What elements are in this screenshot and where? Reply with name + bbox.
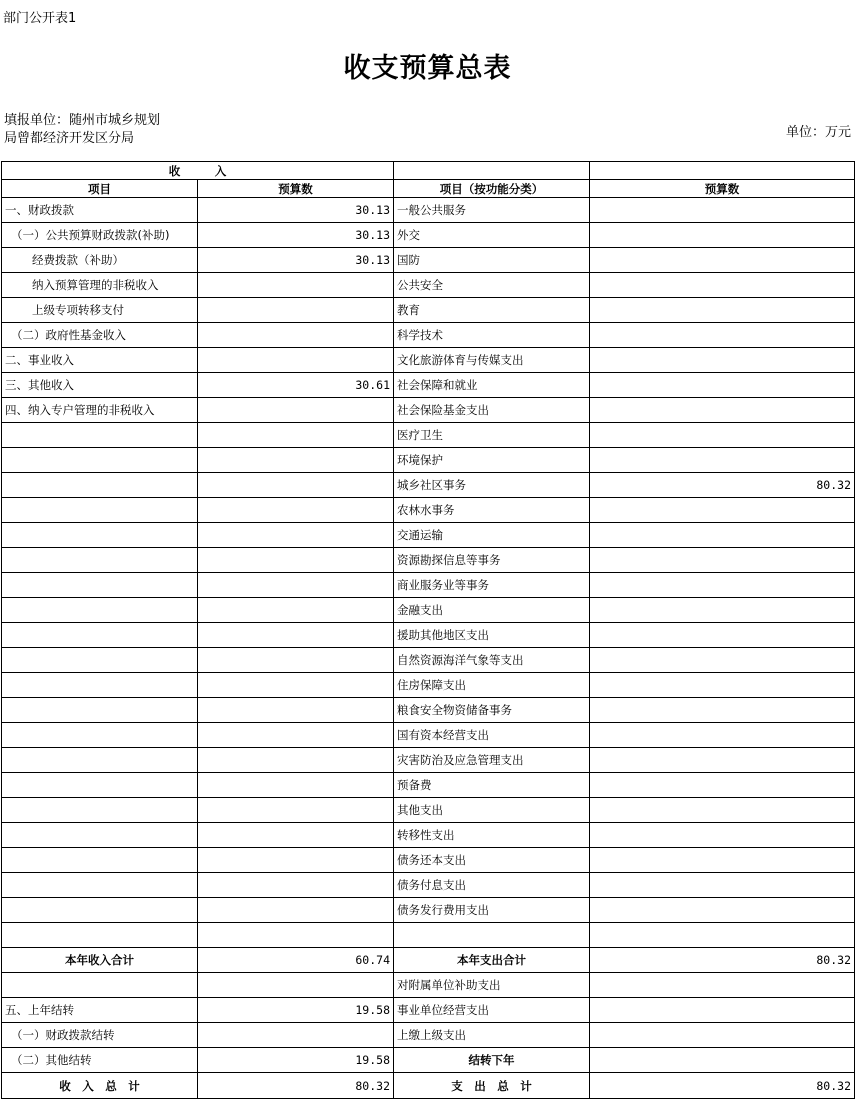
income-item (2, 723, 198, 748)
income-amount (198, 573, 394, 598)
table-row (2, 473, 855, 498)
income-item (2, 823, 198, 848)
income-item: 三、其他收入 (2, 373, 198, 398)
col-amount-2-header: 预算数 (590, 180, 855, 198)
reporting-unit-line-1: 填报单位：随州市城乡规划 (4, 113, 161, 128)
table-row (2, 973, 855, 998)
expense-amount (590, 923, 855, 948)
table-row (2, 748, 855, 773)
income-amount (198, 648, 394, 673)
expense-item: 农林水事务 (394, 498, 590, 523)
expense-amount (590, 448, 855, 473)
expense-amount (590, 673, 855, 698)
income-item: 纳入预算管理的非税收入 (2, 273, 198, 298)
table-row (2, 323, 855, 348)
table-row (2, 723, 855, 748)
income-item (2, 973, 198, 998)
income-amount (198, 598, 394, 623)
budget-table (1, 161, 855, 1099)
table-row (2, 598, 855, 623)
income-amount (198, 273, 394, 298)
expense-amount (590, 323, 855, 348)
income-item (2, 798, 198, 823)
income-amount (198, 823, 394, 848)
expense-amount (590, 773, 855, 798)
expense-item (394, 923, 590, 948)
expense-amount (590, 523, 855, 548)
income-item (2, 773, 198, 798)
income-amount (198, 448, 394, 473)
expense-item: 转移性支出 (394, 823, 590, 848)
table-row (2, 523, 855, 548)
income-amount (198, 748, 394, 773)
expense-item: 债务付息支出 (394, 873, 590, 898)
income-amount (198, 973, 394, 998)
income-amount (198, 398, 394, 423)
table-row (2, 1023, 855, 1048)
expense-amount (590, 373, 855, 398)
currency-unit: 单位：万元 (785, 125, 851, 140)
table-row (2, 398, 855, 423)
income-amount: 30.13 (198, 248, 394, 273)
expense-amount (590, 973, 855, 998)
expense-item: 医疗卫生 (394, 423, 590, 448)
expense-amount (590, 398, 855, 423)
income-item (2, 873, 198, 898)
expense-item: 预备费 (394, 773, 590, 798)
reporting-unit (4, 112, 160, 148)
table-row (2, 448, 855, 473)
income-item (2, 923, 198, 948)
income-item: （二）政府性基金收入 (2, 323, 198, 348)
income-item: 本年收入合计 (2, 948, 198, 973)
income-amount: 30.13 (198, 198, 394, 223)
expense-amount (590, 1023, 855, 1048)
table-row (2, 923, 855, 948)
table-row (2, 423, 855, 448)
income-item (2, 848, 198, 873)
income-amount (198, 798, 394, 823)
income-amount (198, 1023, 394, 1048)
table-row (2, 348, 855, 373)
expense-amount (590, 823, 855, 848)
expense-amount (590, 248, 855, 273)
expense-amount (590, 873, 855, 898)
expense-item: 文化旅游体育与传媒支出 (394, 348, 590, 373)
expense-amount (590, 573, 855, 598)
expense-item: 一般公共服务 (394, 198, 590, 223)
table-row (2, 298, 855, 323)
expense-amount (590, 423, 855, 448)
expense-item: 灾害防治及应急管理支出 (394, 748, 590, 773)
income-amount: 19.58 (198, 1048, 394, 1073)
expense-amount (590, 848, 855, 873)
expense-item: 商业服务业等事务 (394, 573, 590, 598)
income-item: 二、事业收入 (2, 348, 198, 373)
expense-item: 国有资本经营支出 (394, 723, 590, 748)
income-amount (198, 723, 394, 748)
table-row (2, 673, 855, 698)
col-amount-header: 预算数 (198, 180, 394, 198)
expense-amount: 80.32 (590, 1073, 855, 1099)
expense-amount (590, 548, 855, 573)
expense-item: 其他支出 (394, 798, 590, 823)
income-item (2, 473, 198, 498)
table-row (2, 998, 855, 1023)
expense-item: 对附属单位补助支出 (394, 973, 590, 998)
table-row (2, 698, 855, 723)
income-header: 收 入 (2, 162, 394, 180)
expense-item: 科学技术 (394, 323, 590, 348)
table-row (2, 623, 855, 648)
income-amount (198, 423, 394, 448)
expense-amount (590, 198, 855, 223)
col-item-header: 项目 (2, 180, 198, 198)
expense-item: 国防 (394, 248, 590, 273)
income-amount (198, 323, 394, 348)
expense-amount (590, 798, 855, 823)
income-item (2, 598, 198, 623)
income-amount (198, 498, 394, 523)
expense-item: 外交 (394, 223, 590, 248)
expense-item: 金融支出 (394, 598, 590, 623)
expense-item: 支 出 总 计 (394, 1073, 590, 1099)
income-amount (198, 873, 394, 898)
expense-amount (590, 348, 855, 373)
expense-item: 援助其他地区支出 (394, 623, 590, 648)
col-item-func-header: 项目（按功能分类） (394, 180, 590, 198)
table-row (2, 548, 855, 573)
income-item (2, 648, 198, 673)
income-amount: 30.61 (198, 373, 394, 398)
header-row-2 (2, 180, 855, 198)
table-row (2, 648, 855, 673)
income-amount (198, 298, 394, 323)
expense-amount (590, 748, 855, 773)
income-item (2, 423, 198, 448)
income-amount: 80.32 (198, 1073, 394, 1099)
income-amount (198, 523, 394, 548)
table-row (2, 573, 855, 598)
income-amount (198, 673, 394, 698)
expense-amount (590, 498, 855, 523)
income-amount (198, 473, 394, 498)
income-item (2, 498, 198, 523)
expense-amount (590, 723, 855, 748)
expense-item: 城乡社区事务 (394, 473, 590, 498)
reporting-unit-line-2: 局曾都经济开发区分局 (4, 131, 135, 146)
income-item: （一）公共预算财政拨款(补助) (2, 223, 198, 248)
expense-amount (590, 1048, 855, 1073)
expense-amount: 80.32 (590, 473, 855, 498)
income-item (2, 748, 198, 773)
expense-item: 住房保障支出 (394, 673, 590, 698)
header-empty-3 (394, 162, 590, 180)
expense-amount: 80.32 (590, 948, 855, 973)
table-row (2, 823, 855, 848)
expense-item: 上缴上级支出 (394, 1023, 590, 1048)
income-item: 一、财政拨款 (2, 198, 198, 223)
expense-amount (590, 273, 855, 298)
table-row (2, 1073, 855, 1099)
header-empty-4 (590, 162, 855, 180)
table-row (2, 223, 855, 248)
income-amount: 19.58 (198, 998, 394, 1023)
table-row (2, 498, 855, 523)
income-item: 四、纳入专户管理的非税收入 (2, 398, 198, 423)
expense-item: 教育 (394, 298, 590, 323)
income-item (2, 573, 198, 598)
expense-item: 事业单位经营支出 (394, 998, 590, 1023)
income-amount: 30.13 (198, 223, 394, 248)
table-row (2, 273, 855, 298)
expense-item: 社会保险基金支出 (394, 398, 590, 423)
table-row (2, 948, 855, 973)
expense-item: 债务还本支出 (394, 848, 590, 873)
income-item: 经费拨款（补助） (2, 248, 198, 273)
income-item: 上级专项转移支付 (2, 298, 198, 323)
income-amount (198, 898, 394, 923)
expense-item: 交通运输 (394, 523, 590, 548)
income-item: （一）财政拨款结转 (2, 1023, 198, 1048)
income-item (2, 623, 198, 648)
table-row (2, 798, 855, 823)
income-item (2, 673, 198, 698)
income-item: 收 入 总 计 (2, 1073, 198, 1099)
expense-amount (590, 698, 855, 723)
expense-amount (590, 898, 855, 923)
table-row (2, 198, 855, 223)
expense-item: 环境保护 (394, 448, 590, 473)
expense-item: 社会保障和就业 (394, 373, 590, 398)
expense-item: 债务发行费用支出 (394, 898, 590, 923)
income-item (2, 523, 198, 548)
table-row (2, 898, 855, 923)
income-amount (198, 348, 394, 373)
income-item (2, 698, 198, 723)
expense-amount (590, 623, 855, 648)
form-number: 部门公开表1 (3, 11, 77, 26)
income-item (2, 448, 198, 473)
table-row (2, 1048, 855, 1073)
expense-amount (590, 648, 855, 673)
income-item (2, 548, 198, 573)
income-amount (198, 773, 394, 798)
income-amount (198, 623, 394, 648)
income-amount (198, 848, 394, 873)
expense-amount (590, 998, 855, 1023)
table-row (2, 873, 855, 898)
expense-amount (590, 223, 855, 248)
expense-item: 自然资源海洋气象等支出 (394, 648, 590, 673)
expense-item: 粮食安全物资储备事务 (394, 698, 590, 723)
income-amount: 60.74 (198, 948, 394, 973)
income-amount (198, 698, 394, 723)
table-row (2, 248, 855, 273)
expense-amount (590, 298, 855, 323)
header-row-1 (2, 162, 855, 180)
expense-item: 资源勘探信息等事务 (394, 548, 590, 573)
income-item: 五、上年结转 (2, 998, 198, 1023)
income-amount (198, 548, 394, 573)
table-row (2, 373, 855, 398)
expense-item: 公共安全 (394, 273, 590, 298)
table-row (2, 848, 855, 873)
income-item: （二）其他结转 (2, 1048, 198, 1073)
expense-item: 本年支出合计 (394, 948, 590, 973)
page-title: 收支预算总表 (343, 53, 512, 84)
expense-amount (590, 598, 855, 623)
income-item (2, 898, 198, 923)
income-amount (198, 923, 394, 948)
expense-item: 结转下年 (394, 1048, 590, 1073)
table-row (2, 773, 855, 798)
